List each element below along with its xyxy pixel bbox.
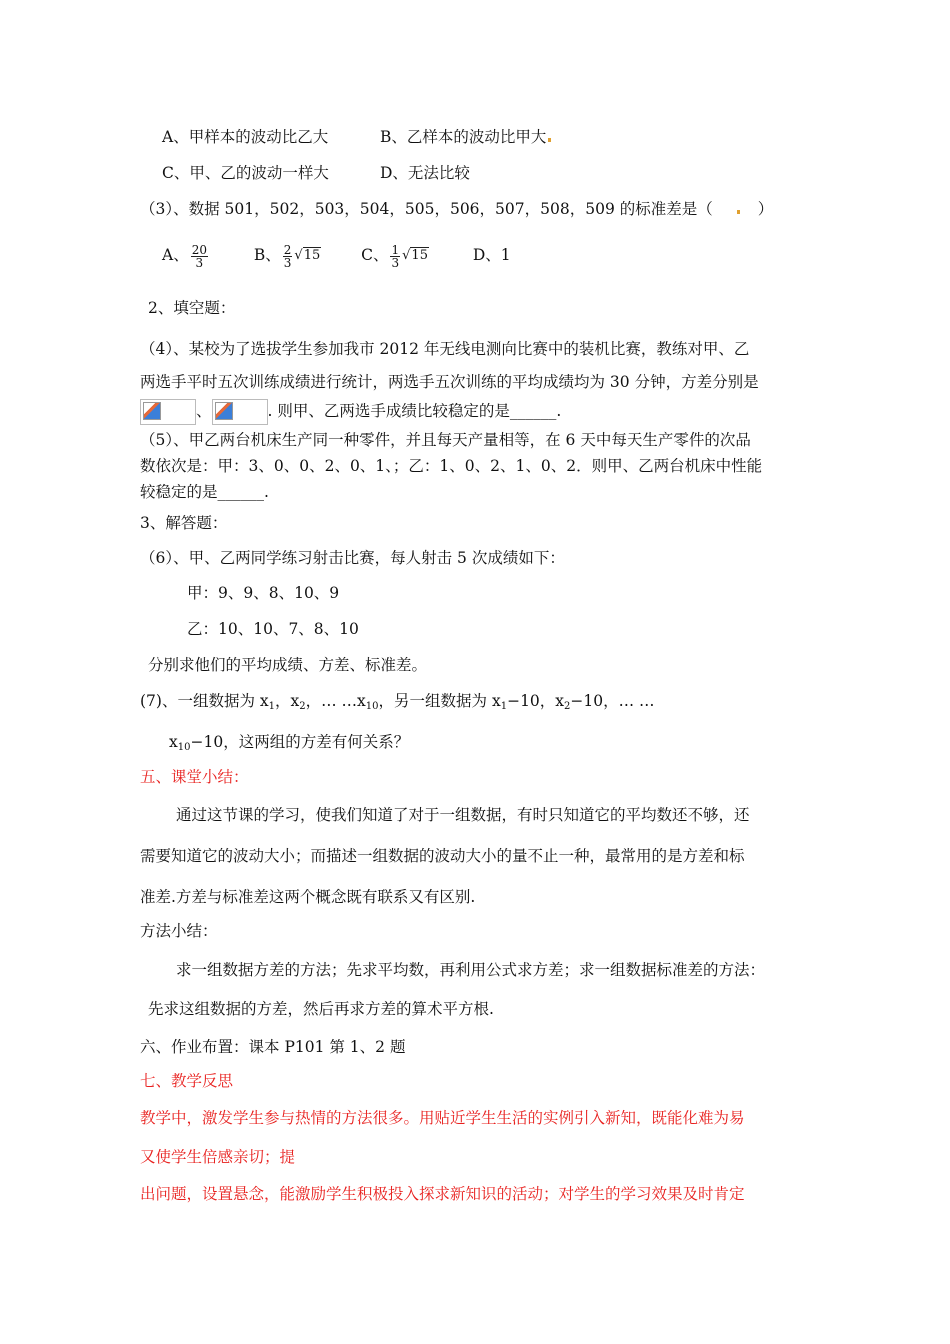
summary-line-2: 需要知道它的波动大小；而描述一组数据的波动大小的量不止一种，最常用的是方差和标 [140, 847, 745, 865]
q4-line-3: 、 . 则甲、乙两选手成绩比较稳定的是______. [140, 398, 561, 425]
summary-line-1: 通过这节课的学习，使我们知道了对于一组数据，有时只知道它的平均数还不够，还 [176, 806, 750, 824]
fraction: $\frac{2}{3}$ [283, 242, 292, 270]
fraction: $\frac{1}{3}$ [391, 242, 400, 270]
marker-dot [548, 138, 551, 142]
fraction: $\frac{20}{3}$ [191, 242, 207, 270]
reflection-heading: 七、教学反思 [140, 1072, 234, 1090]
option-b: B、乙样本的波动比甲大 [380, 127, 553, 147]
square-root: √15 [294, 248, 321, 263]
option-c: C、甲、乙的波动一样大 [162, 164, 329, 182]
method-line-1: 求一组数据方差的方法；先求平均数，再利用公式求方差；求一组数据标准差的方法： [176, 961, 766, 979]
q6-yi-scores: 乙：10、10、7、8、10 [187, 620, 359, 638]
option-d: D、无法比较 [380, 164, 470, 182]
question-3: （3）、数据 501，502，503，504，505，506，507，508，509 的标准差是（ ） [140, 200, 774, 218]
q5-line-2: 数依次是：甲：3、0、0、2、0、1、；乙：1、0、2、1、0、2．则甲、乙两台机床中性能 [140, 457, 763, 475]
q5-line-3: 较稳定的是______. [140, 483, 269, 501]
section-2-title: 2、填空题： [148, 299, 236, 317]
q6-jia-scores: 甲：9、9、8、10、9 [187, 584, 340, 602]
option-a: A、甲样本的波动比乙大 [162, 128, 329, 146]
summary-heading: 五、课堂小结： [140, 768, 249, 786]
q7-line-1: (7)、一组数据为 $x_1$，$x_2$，… $\dots x_{10}$，另一组数据为 $x_1-10$，$x_2-10$，… … [140, 692, 655, 712]
reflection-line-3: 出问题，设置悬念，能激励学生积极投入探求新知识的活动；对学生的学习效果及时肯定 [140, 1185, 745, 1203]
reflection-line-1: 教学中，激发学生参与热情的方法很多。用贴近学生生活的实例引入新知，既能化难为易 [140, 1109, 745, 1127]
method-heading: 方法小结： [140, 922, 218, 940]
q7-line-2: $x_{10}-10$，这两组的方差有何关系？ [169, 733, 410, 753]
broken-image-icon [140, 399, 196, 425]
q4-line-1: （4）、某校为了选拔学生参加我市 2012 年无线电测向比赛中的装机比赛，教练对甲、乙 [140, 340, 750, 358]
q5-line-1: （5）、甲乙两台机床生产同一种零件，并且每天产量相等，在 6 天中每天生产零件的次品 [140, 431, 751, 449]
q3-options [162, 238, 511, 273]
q6-line-1: （6）、甲、乙两同学练习射击比赛，每人射击 5 次成绩如下： [140, 549, 565, 567]
q3-option-a-label: A、 [162, 246, 189, 264]
broken-image-icon [212, 399, 268, 425]
method-line-2: 先求这组数据的方差，然后再求方差的算术平方根. [148, 1000, 494, 1018]
q6-ask: 分别求他们的平均成绩、方差、标准差。 [148, 656, 428, 674]
homework: 六、作业布置：课本 P101 第 1、2 题 [140, 1038, 406, 1056]
q4-line-2: 两选手平时五次训练成绩进行统计，两选手五次训练的平均成绩均为 30 分钟，方差分别是 [140, 373, 759, 391]
square-root: √15 [402, 248, 428, 263]
q3-option-d-label: D、1 [472, 246, 511, 264]
summary-line-3: 准差.方差与标准差这两个概念既有联系又有区别. [140, 888, 476, 906]
marker-dot [737, 210, 740, 214]
section-3-title: 3、解答题： [140, 514, 228, 532]
reflection-line-2: 又使学生倍感亲切；提 [140, 1148, 296, 1166]
q3-option-c-label: C、 [361, 246, 389, 264]
q3-option-b-label: B、 [253, 246, 281, 264]
